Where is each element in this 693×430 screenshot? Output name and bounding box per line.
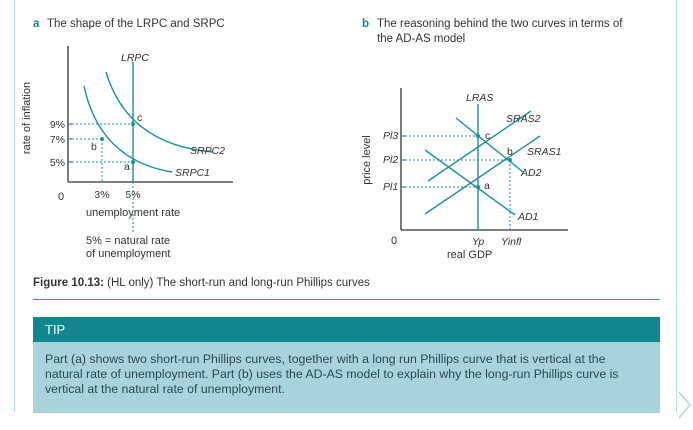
panel-a-point-a: a: [124, 161, 130, 173]
srpc2-label: SRPC2: [190, 145, 226, 157]
panel-b-origin: 0: [391, 235, 398, 247]
panel-b: [361, 18, 623, 261]
panel-b-point-b-dot: [508, 158, 512, 162]
ad2-label: AD2: [521, 167, 542, 179]
panel-b-ytick-pl2: Pl2: [383, 154, 399, 166]
sras1-label: SRAS1: [527, 146, 562, 158]
caption-divider: [33, 299, 660, 300]
figure-caption-label: Figure 10.13:: [33, 277, 104, 289]
tip-text: Part (a) shows two short-run Phillips curves, together with a long run Phillips curve that is vertical at the natural rate of unemployment. Part (b) uses the AD-AS model to explain why the long-run Phillips curve is vertical at the natural rate of unemployment.: [45, 352, 619, 396]
panel-b-title-line-2: the AD-AS model: [377, 33, 466, 45]
srpc2-curve: [106, 72, 213, 152]
panel-a-xtick-3: 3%: [94, 189, 110, 201]
srpc1-curve: [84, 86, 172, 172]
panel-a-ytick-7: 7%: [49, 134, 65, 146]
panel-b-xtick-yinfl: Yinfl: [501, 236, 522, 248]
panel-a-letter: a: [33, 18, 40, 30]
tip-box: [33, 317, 660, 413]
panel-b-point-b: b: [507, 146, 513, 158]
lrpc-label: LRPC: [121, 52, 150, 64]
panel-a-note-line-2: of unemployment: [86, 248, 171, 260]
panel-a-xtick-5: 5%: [125, 189, 141, 201]
panel-b-guides: [401, 136, 510, 230]
panel-b-xtick-yp: Yp: [472, 236, 485, 248]
panel-b-point-c: c: [485, 130, 491, 142]
panel-b-y-label: price level: [361, 135, 373, 185]
panel-b-point-a-dot: [476, 185, 480, 189]
ad1-label: AD1: [518, 211, 539, 223]
panel-b-ytick-pl1: Pl1: [383, 181, 399, 193]
figure-caption: [33, 277, 370, 289]
panel-b-letter: b: [362, 18, 370, 30]
panel-a-point-c-dot: [131, 122, 135, 126]
panel-a-x-label: unemployment rate: [86, 207, 181, 219]
panel-a-title: The shape of the LRPC and SRPC: [47, 18, 225, 30]
panel-b-x-label: real GDP: [447, 249, 493, 261]
panel-a: [21, 18, 233, 260]
tip-heading: TIP: [33, 317, 660, 342]
panel-a-y-label: rate of inflation: [21, 81, 33, 155]
srpc1-label: SRPC1: [175, 167, 211, 179]
sras2-label: SRAS2: [506, 113, 541, 125]
panel-b-point-c-dot: [476, 134, 480, 138]
panel-b-title-line-1: The reasoning behind the two curves in terms of: [377, 18, 623, 30]
panel-a-point-b-dot: [100, 137, 104, 141]
panel-a-ytick-5: 5%: [49, 157, 65, 169]
panel-a-ytick-9: 9%: [49, 119, 65, 131]
figure-caption-text: (HL only) The short-run and long-run Phillips curves: [107, 277, 370, 289]
panel-a-origin: 0: [58, 191, 65, 203]
panel-b-ytick-pl3: Pl3: [383, 130, 399, 142]
chevron-right-icon[interactable]: [676, 390, 693, 420]
panel-a-point-a-dot: [131, 160, 135, 164]
lras-label: LRAS: [466, 92, 494, 104]
panel-a-point-b: b: [91, 141, 97, 153]
ad2-curve: [456, 118, 523, 172]
panel-a-point-c: c: [137, 112, 143, 124]
panel-b-point-a: a: [484, 180, 490, 192]
panel-a-note-line-1: 5% = natural rate: [86, 235, 171, 247]
